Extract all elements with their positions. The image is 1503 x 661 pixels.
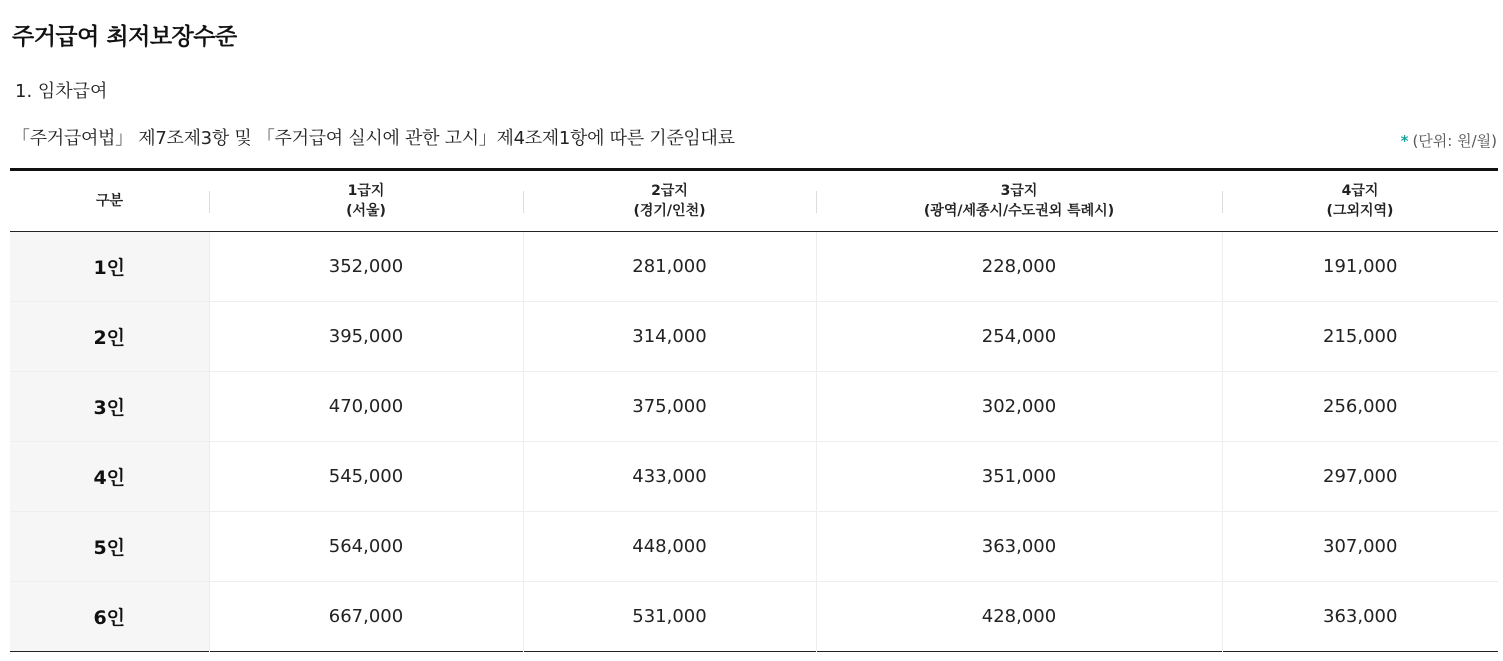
table-row <box>10 512 1498 582</box>
header-region-label: (그외지역) <box>1326 203 1394 219</box>
household-size-cell: 1인 <box>10 232 209 302</box>
header-region-label: (광역/세종시/수도권외 특례시) <box>923 203 1115 219</box>
household-size-cell: 2인 <box>10 302 209 372</box>
rent-cell: 215,000 <box>1222 302 1498 372</box>
unit-note <box>1401 130 1497 151</box>
header-grade-label: 1급지 <box>347 183 385 199</box>
table-row <box>10 302 1498 372</box>
rent-cell: 531,000 <box>523 582 816 652</box>
household-size-cell: 6인 <box>10 582 209 652</box>
table-row <box>10 232 1498 302</box>
asterisk-icon: * <box>1400 132 1409 150</box>
rent-standard-table <box>10 168 1498 652</box>
rent-cell: 191,000 <box>1222 232 1498 302</box>
header-region-label: (서울) <box>346 203 386 219</box>
rent-cell: 545,000 <box>209 442 523 512</box>
rent-cell: 297,000 <box>1222 442 1498 512</box>
unit-note-text: (단위: 원/월) <box>1412 132 1497 150</box>
legal-basis-note: 「주거급여법」 제7조제3항 및 「주거급여 실시에 관한 고시」제4조제1항에 따른 기준임대료 <box>12 128 735 149</box>
rent-cell: 564,000 <box>209 512 523 582</box>
header-grade-2 <box>523 170 816 232</box>
rent-cell: 256,000 <box>1222 372 1498 442</box>
rent-cell: 228,000 <box>816 232 1222 302</box>
header-grade-label: 4급지 <box>1341 183 1379 199</box>
header-grade-1 <box>209 170 523 232</box>
rent-cell: 351,000 <box>816 442 1222 512</box>
rent-cell: 470,000 <box>209 372 523 442</box>
rent-cell: 375,000 <box>523 372 816 442</box>
rent-cell: 281,000 <box>523 232 816 302</box>
header-grade-3 <box>816 170 1222 232</box>
page-title: 주거급여 최저보장수준 <box>12 24 237 50</box>
rent-cell: 254,000 <box>816 302 1222 372</box>
rent-cell: 395,000 <box>209 302 523 372</box>
household-size-cell: 3인 <box>10 372 209 442</box>
table-row <box>10 582 1498 652</box>
header-grade-4 <box>1222 170 1498 232</box>
rent-cell: 428,000 <box>816 582 1222 652</box>
header-grade-label: 3급지 <box>1000 183 1038 199</box>
rent-cell: 307,000 <box>1222 512 1498 582</box>
rent-cell: 363,000 <box>1222 582 1498 652</box>
rent-cell: 363,000 <box>816 512 1222 582</box>
rent-cell: 433,000 <box>523 442 816 512</box>
header-grade-label: 2급지 <box>651 183 688 199</box>
header-category <box>10 170 209 232</box>
household-size-cell: 5인 <box>10 512 209 582</box>
rent-cell: 314,000 <box>523 302 816 372</box>
rent-cell: 667,000 <box>209 582 523 652</box>
rent-cell: 352,000 <box>209 232 523 302</box>
rent-cell: 302,000 <box>816 372 1222 442</box>
section-heading: 1. 임차급여 <box>15 81 108 102</box>
header-category-label: 구분 <box>95 193 124 209</box>
header-region-label: (경기/인천) <box>633 203 706 219</box>
household-size-cell: 4인 <box>10 442 209 512</box>
table-header-row <box>10 170 1498 232</box>
table-row <box>10 372 1498 442</box>
rent-cell: 448,000 <box>523 512 816 582</box>
table-row <box>10 442 1498 512</box>
